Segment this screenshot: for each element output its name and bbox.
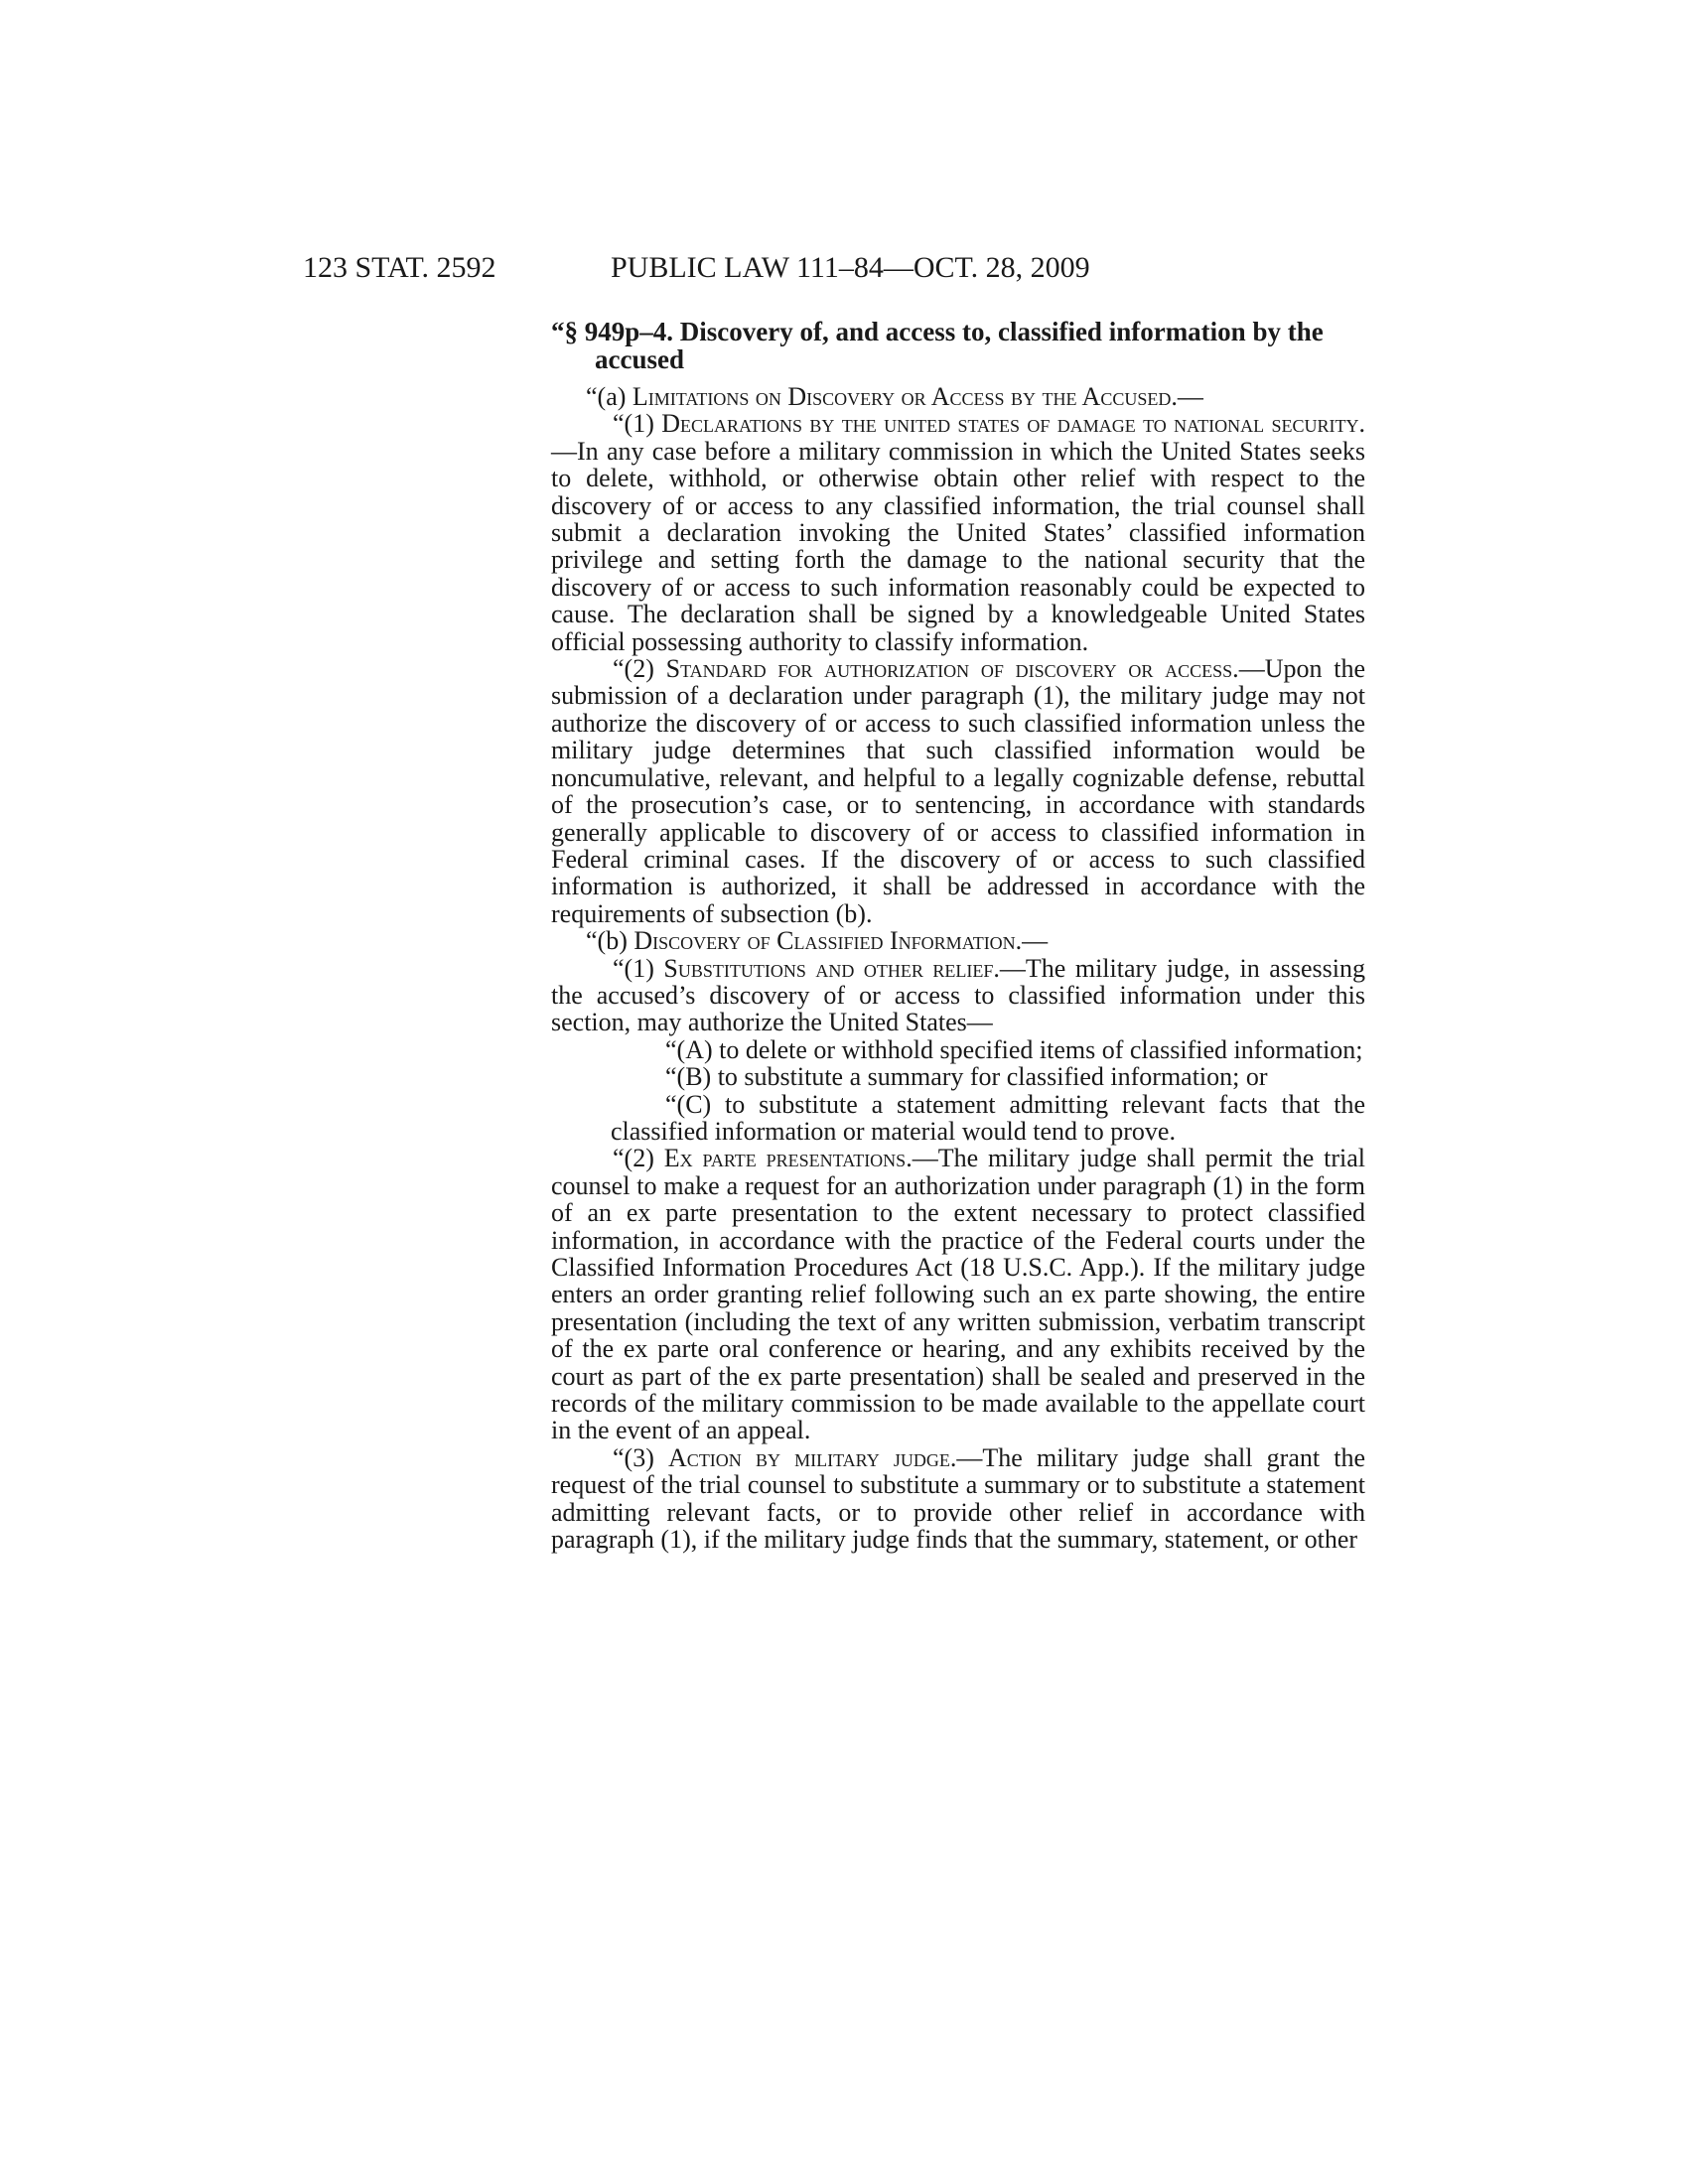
law-title: PUBLIC LAW 111–84—OCT. 28, 2009 bbox=[611, 251, 1090, 284]
section-heading: “§ 949p–4. Discovery of, and access to, classified information by the accused bbox=[551, 317, 1324, 374]
clause-b1-B: “(B) to substitute a summary for classified information; or bbox=[665, 1062, 1268, 1092]
clause-b1-C: “(C) to substitute a statement admitting relevant facts that the classified information or material would tend to prove. bbox=[611, 1089, 1365, 1146]
clause-b1-A: “(A) to delete or withhold specified items of classified information; bbox=[665, 1034, 1363, 1064]
paragraph-b1: “(1) Substitutions and other relief.—The military judge, in assessing the accused’s discovery of or access to classified information under this section, may authorize the United States— bbox=[551, 953, 1365, 1037]
statute-page-number: 123 STAT. 2592 bbox=[303, 251, 496, 284]
body-text bbox=[551, 318, 1365, 1553]
running-header bbox=[303, 248, 1395, 288]
paragraph-b2: “(2) Ex parte presentations.—The military judge shall permit the trial counsel to make a request for an authorization under paragraph (1) in the form of an ex parte presentation to the extent necessary to protect classified information, in accordance with the practice of the Federal courts under the Classified Information Procedures Act (18 U.S.C. App.). If the military judge enters an order granting relief following such an ex parte showing, the entire presentation (including the text of any written submission, verbatim transcript of the ex parte oral conference or hearing, and any exhibits received by the court as part of the ex parte presentation) shall be sealed and preserved in the records of the military commission to be made available to the appellate court in the event of an appeal. bbox=[551, 1144, 1366, 1445]
paragraph-b3: “(3) Action by military judge.—The military judge shall grant the request of the trial counsel to substitute a summary or to substitute a statement admitting relevant facts, or to provide other relief in accordance with paragraph (1), if the military judge finds that the summary, statement, or other bbox=[551, 1442, 1366, 1555]
paragraph-a1: “(1) Declarations by the united states of damage to national security.—In any case before a military commission in which the United States seeks to delete, withhold, or otherwise obtain other relief with respect to the discovery of or access to any classified information, the trial counsel shall submit a declaration invoking the United States’ classified information privilege and setting forth the damage to the national security that the discovery of or access to such information reasonably could be expected to cause. The declaration shall be signed by a knowledgeable United States official possessing authority to classify information. bbox=[551, 409, 1365, 656]
paragraph-a2: “(2) Standard for authorization of discovery or access.—Upon the submission of a declaration under paragraph (1), the military judge may not authorize the discovery of or access to such classified information unless the military judge determines that such classified information would be noncumulative, relevant, and helpful to a legally cognizable defense, rebuttal of the prosecution’s case, or to sentencing, in accordance with standards generally applicable to discovery of or access to classified information in Federal criminal cases. If the discovery of or access to such classified information is authorized, it shall be addressed in accordance with the requirements of subsection (b). bbox=[551, 654, 1365, 928]
subsection-a-heading: “(a) Limitations on Discovery or Access by the Accused.— bbox=[586, 382, 1203, 411]
subsection-b-heading: “(b) Discovery of Classified Information.— bbox=[586, 926, 1049, 956]
